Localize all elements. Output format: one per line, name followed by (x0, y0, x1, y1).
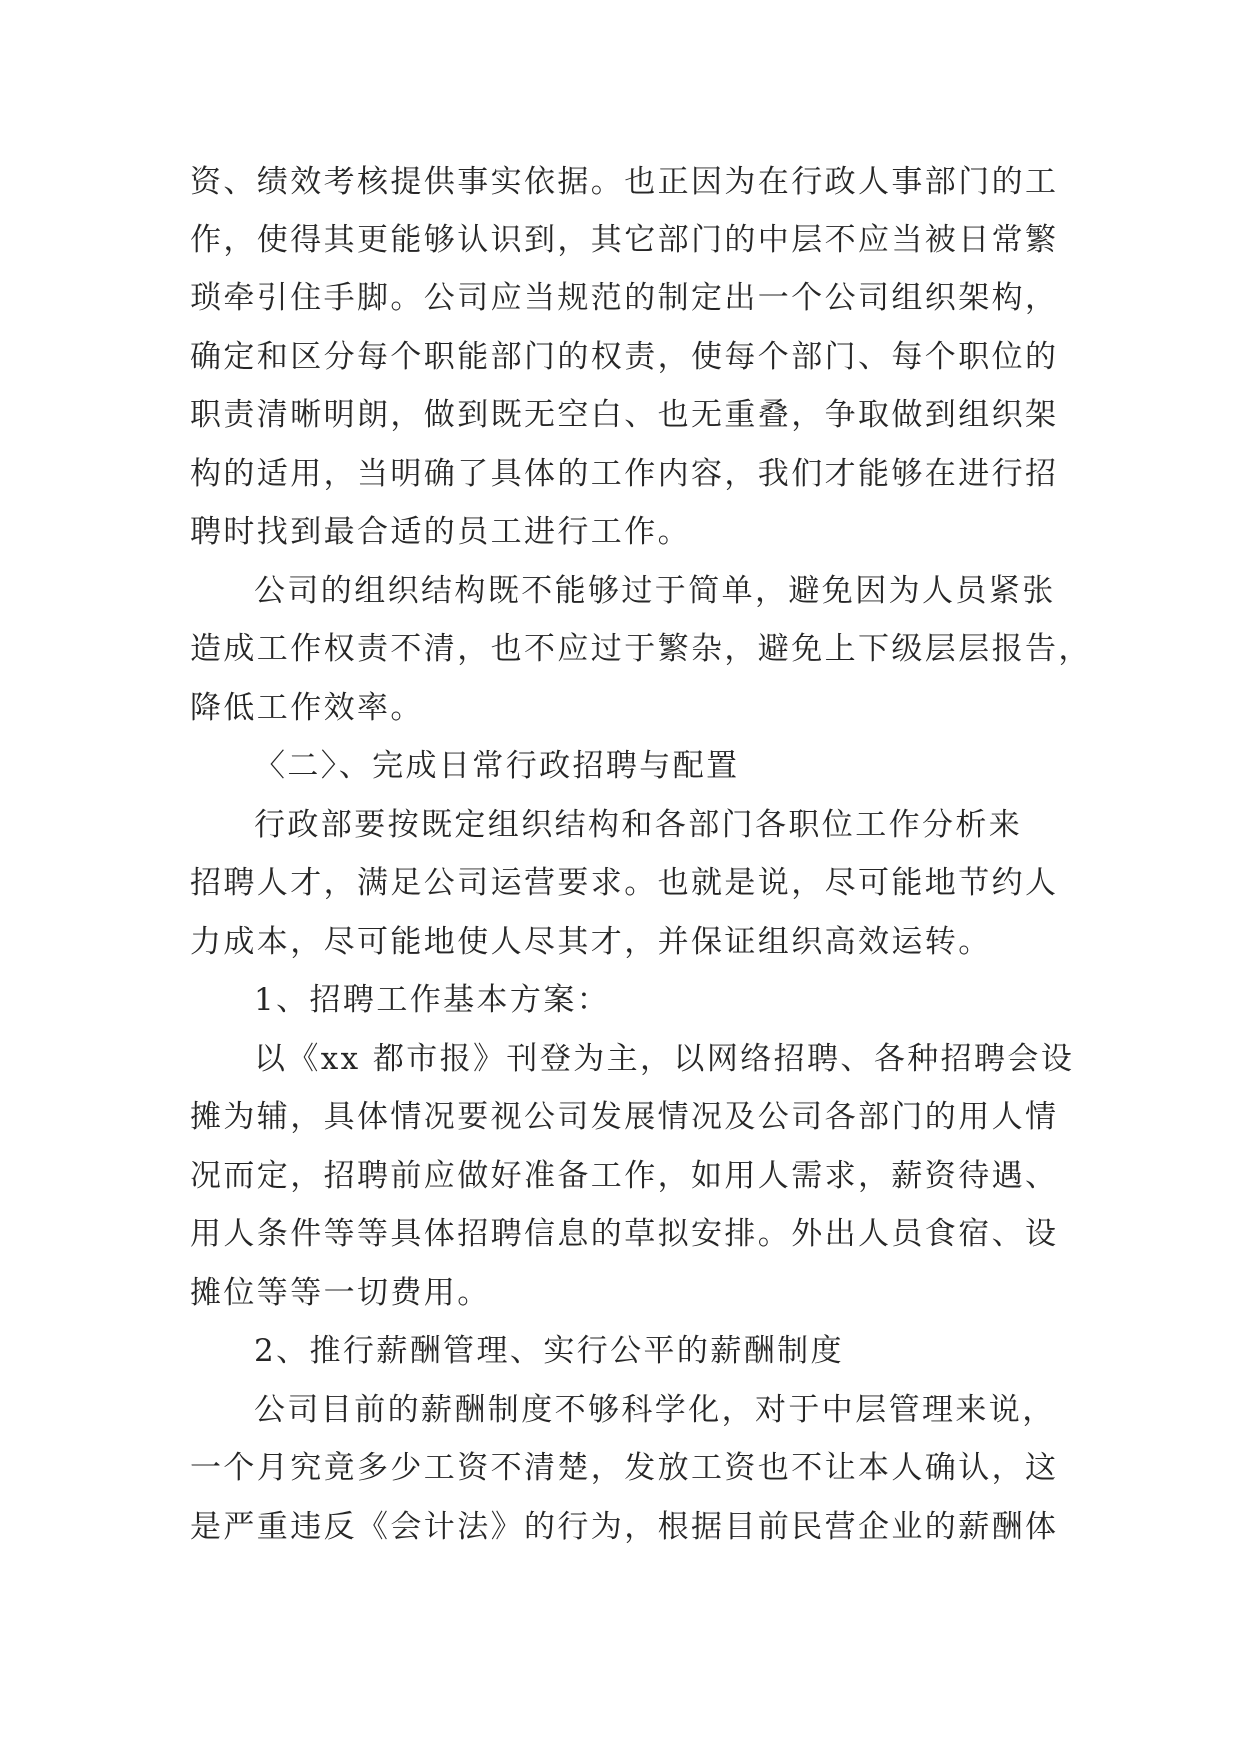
text-line: 造成工作权责不清，也不应过于繁杂，避免上下级层层报告， (190, 631, 1092, 667)
text-line: 招聘人才，满足公司运营要求。也就是说，尽可能地节约人 (190, 865, 1059, 901)
text-line: 降低工作效率。 (190, 690, 424, 726)
paragraph-first-line: 以《xx 都市报》刊登为主，以网络招聘、各种招聘会设 (254, 1041, 1075, 1077)
subsection-heading: 2、推行薪酬管理、实行公平的薪酬制度 (254, 1333, 844, 1369)
paragraph-first-line: 公司目前的薪酬制度不够科学化，对于中层管理来说， (254, 1392, 1056, 1428)
text-line: 摊为辅，具体情况要视公司发展情况及公司各部门的用人情 (190, 1099, 1059, 1135)
paragraph-first-line: 公司的组织结构既不能够过于简单，避免因为人员紧张 (254, 573, 1056, 609)
subsection-heading: 1、招聘工作基本方案： (254, 982, 611, 1018)
text-line: 资、绩效考核提供事实依据。也正因为在行政人事部门的工 (190, 164, 1059, 200)
text-line: 摊位等等一切费用。 (190, 1275, 491, 1311)
text-line: 力成本，尽可能地使人尽其才，并保证组织高效运转。 (190, 924, 992, 960)
text-line: 况而定，招聘前应做好准备工作，如用人需求，薪资待遇、 (190, 1158, 1059, 1194)
text-line: 构的适用，当明确了具体的工作内容，我们才能够在进行招 (190, 456, 1059, 492)
section-heading: 〈二〉、完成日常行政招聘与配置 (254, 748, 740, 784)
text-line: 一个月究竟多少工资不清楚，发放工资也不让本人确认，这 (190, 1450, 1059, 1486)
text-line: 琐牵引住手脚。公司应当规范的制定出一个公司组织架构， (190, 280, 1059, 316)
text-line: 作，使得其更能够认识到，其它部门的中层不应当被日常繁 (190, 222, 1059, 258)
text-line: 职责清晰明朗，做到既无空白、也无重叠，争取做到组织架 (190, 397, 1059, 433)
text-line: 确定和区分每个职能部门的权责，使每个部门、每个职位的 (190, 339, 1059, 375)
paragraph-first-line: 行政部要按既定组织结构和各部门各职位工作分析来 (254, 807, 1023, 843)
text-line: 用人条件等等具体招聘信息的草拟安排。外出人员食宿、设 (190, 1216, 1059, 1252)
text-line: 聘时找到最合适的员工进行工作。 (190, 514, 691, 550)
text-line: 是严重违反《会计法》的行为，根据目前民营企业的薪酬体 (190, 1509, 1059, 1545)
